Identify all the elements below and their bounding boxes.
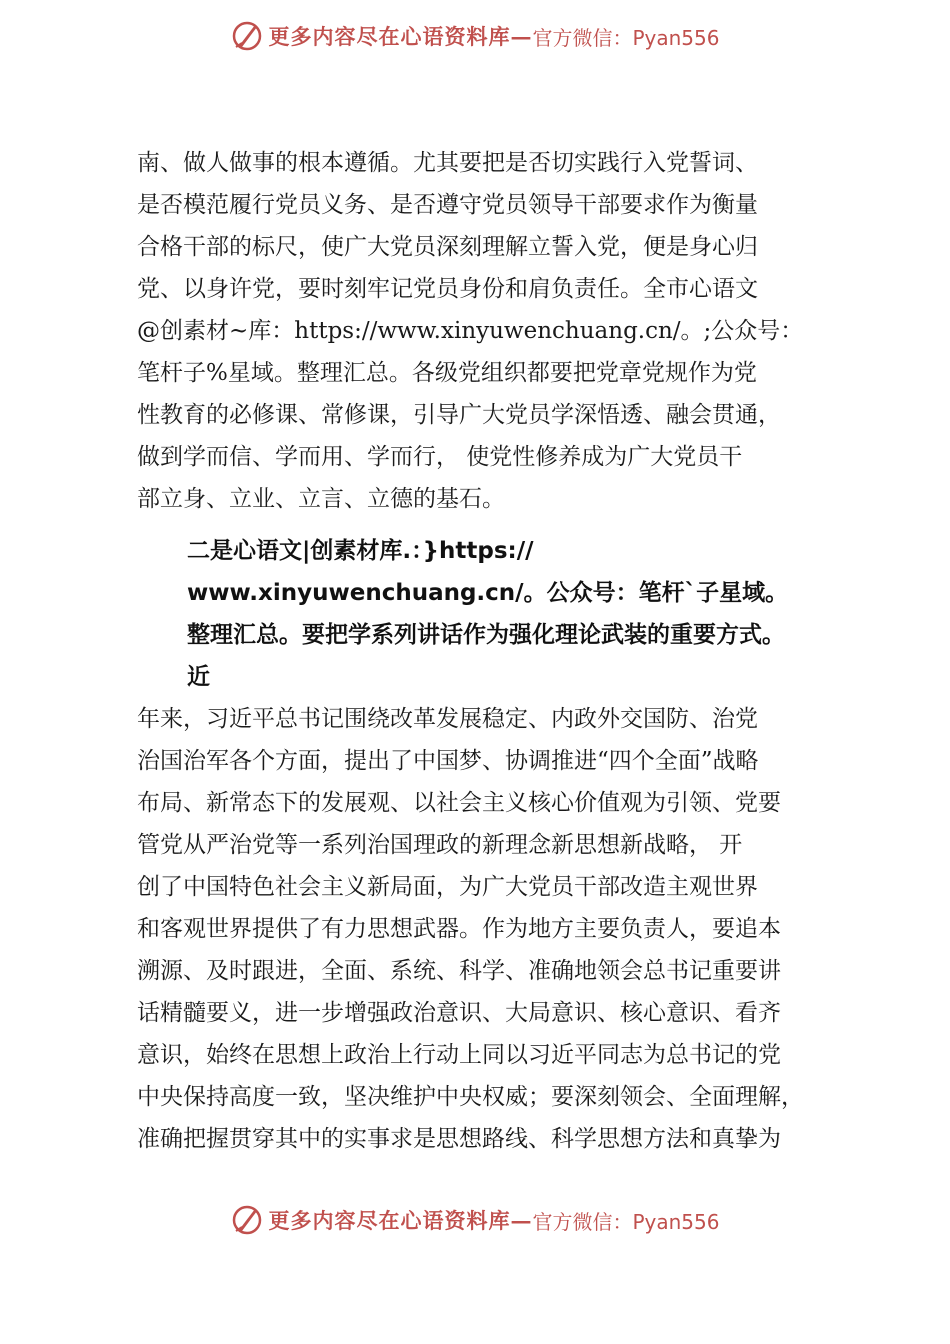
quill-logo-icon (230, 19, 264, 53)
section-heading (187, 530, 867, 698)
banner-wechat-text: 官方微信：Pyan556 (532, 25, 720, 50)
text-line: 准确把握贯穿其中的实事求是思想路线、科学思想方法和真挚为 (137, 1126, 781, 1152)
paragraph-1 (137, 142, 837, 520)
text-line: 管党从严治党等一系列治国理政的新理念新思想新战略， 开 (137, 832, 743, 858)
text-line: 笔杆子%星域。整理汇总。各级党组织都要把党章党规作为党 (137, 360, 757, 386)
banner-wechat-text: 官方微信：Pyan556 (532, 1209, 720, 1234)
text-line: 合格干部的标尺，使广大党员深刻理解立誓入党，便是身心归 (137, 234, 758, 260)
text-line: 溯源、及时跟进，全面、系统、科学、准确地领会总书记重要讲 (137, 958, 781, 984)
heading-line: 整理汇总。要把学系列讲话作为强化理论武装的重要方式。 (187, 622, 785, 648)
footer-banner (0, 1200, 950, 1240)
text-line: 和客观世界提供了有力思想武器。作为地方主要负责人，要追本 (137, 916, 781, 942)
text-line: 年来，习近平总书记围绕改革发展稳定、内政外交国防、治党 (137, 706, 758, 732)
text-line: 南、做人做事的根本遵循。尤其要把是否切实践行入党誓词、 (137, 150, 758, 176)
text-line: 部立身、立业、立言、立德的基石。 (137, 486, 505, 512)
text-line: 意识，始终在思想上政治上行动上同以习近平同志为总书记的党 (137, 1042, 781, 1068)
heading-line: www.xinyuwenchuang.cn/。公众号：笔杆`子星域。 (187, 580, 789, 606)
banner-lead-text: 更多内容尽在心语资料库— (268, 1208, 533, 1233)
text-line: 中央保持高度一致，坚决维护中央权威；要深刻领会、全面理解， (137, 1084, 804, 1110)
text-line: 话精髓要义，进一步增强政治意识、大局意识、核心意识、看齐 (137, 1000, 781, 1026)
text-line: 做到学而信、学而用、学而行， 使党性修养成为广大党员干 (137, 444, 743, 470)
text-line: 党、以身许党，要时刻牢记党员身份和肩负责任。全市心语文 (137, 276, 758, 302)
text-line: 治国治军各个方面，提出了中国梦、协调推进“四个全面”战略 (137, 748, 759, 774)
text-line: 是否模范履行党员义务、是否遵守党员领导干部要求作为衡量 (137, 192, 758, 218)
paragraph-2 (137, 698, 837, 1160)
heading-line: 二是心语文|创素材库.：}https:// (187, 538, 534, 564)
text-line: 创了中国特色社会主义新局面，为广大党员干部改造主观世界 (137, 874, 758, 900)
banner-lead-text: 更多内容尽在心语资料库— (268, 24, 533, 49)
quill-logo-icon (230, 1203, 264, 1237)
heading-line: 近 (187, 664, 210, 690)
text-line: 性教育的必修课、常修课，引导广大党员学深悟透、融会贯通， (137, 402, 781, 428)
text-line: @创素材~库：https://www.xinyuwenchuang.cn/。;公众号： (137, 318, 804, 344)
text-line: 布局、新常态下的发展观、以社会主义核心价值观为引领、党要 (137, 790, 781, 816)
header-banner (0, 16, 950, 56)
